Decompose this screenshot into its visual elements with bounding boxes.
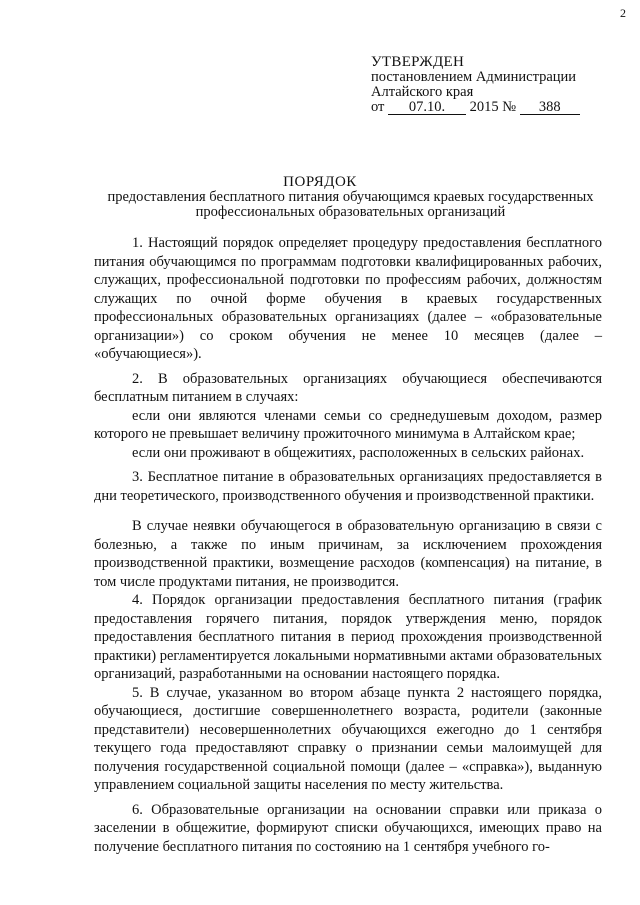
paragraph-3: 3. Бесплатное питание в образовательных организациях предоставляется в дни теоретического, производственного обучения и производственной практики. [94,469,602,504]
paragraph-2-case-2: если они проживают в общежитиях, расположенных в сельских районах. [132,444,585,461]
page-number: 2 [620,6,626,20]
approval-number: 388 [520,101,580,115]
document-title: ПОРЯДОК [283,174,357,190]
document-subtitle: предоставления бесплатного питания обучающимся краевых государственных профессиональных образовательных организаций [107,189,594,220]
paragraph-3-note: В случае неявки обучающегося в образовательную организацию в связи с болезнью, а также по иным причинам, за исключением прохождения производственной практики, возмещение расходов (компенсация) на питание, в том числе продуктами питания, не производится. [94,518,602,590]
approval-prefix: от [371,99,385,115]
paragraph-5: 5. В случае, указанном во втором абзаце пункта 2 настоящего порядка, обучающиеся, достигшие совершеннолетнего возраста, родители (законные представители) несовершеннолетних обучающихся ежегодно до 1 сентября текущего года предоставляют справку о признании семьи малоимущей для получения государственной социальной помощи (далее – «справка»), выданную управлением социальной защиты населения по месту жительства. [94,684,602,793]
approval-year-label: 2015 № [469,99,517,115]
paragraph-1: 1. Настоящий порядок определяет процедуру предоставления бесплатного питания обучающимся по программам подготовки квалифицированных рабочих, служащих, профессиональной подготовки по профессиям рабочих, должностям служащих по очной форме обучения в краевых государственных профессиональных образовательных организациях (далее – «образовательные организации») со сроком обучения не менее 10 месяцев (далее – «обучающиеся»). [94,235,602,362]
approval-date: 07.10. [388,101,466,115]
paragraph-6: 6. Образовательные организации на основании справки или приказа о заселении в общежитие, формируют списки обучающихся, имеющих право на получение бесплатного питания по состоянию на 1 сентября учебного го- [94,801,602,855]
approval-stamp [371,55,580,115]
approval-date-line [371,100,580,115]
paragraph-4: 4. Порядок организации предоставления бесплатного питания (график предоставления горячего питания, порядок утверждения меню, порядок предоставления бесплатного питания в период прохождения производственной практики) регламентируется локальными нормативными актами образовательных организаций, разработанными на основании настоящего порядка. [94,592,602,682]
approval-heading: УТВЕРЖДЕН [371,54,465,70]
document-body [94,234,602,856]
approval-line-2: Алтайского края [371,84,474,100]
paragraph-2-case-1: если они являются членами семьи со среднедушевым доходом, размер которого не превышает величину прожиточного минимума в Алтайском крае; [94,407,602,442]
paragraph-2: 2. В образовательных организациях обучающиеся обеспечиваются бесплатным питанием в случаях: [94,370,602,405]
approval-line-1: постановлением Администрации [371,69,577,85]
